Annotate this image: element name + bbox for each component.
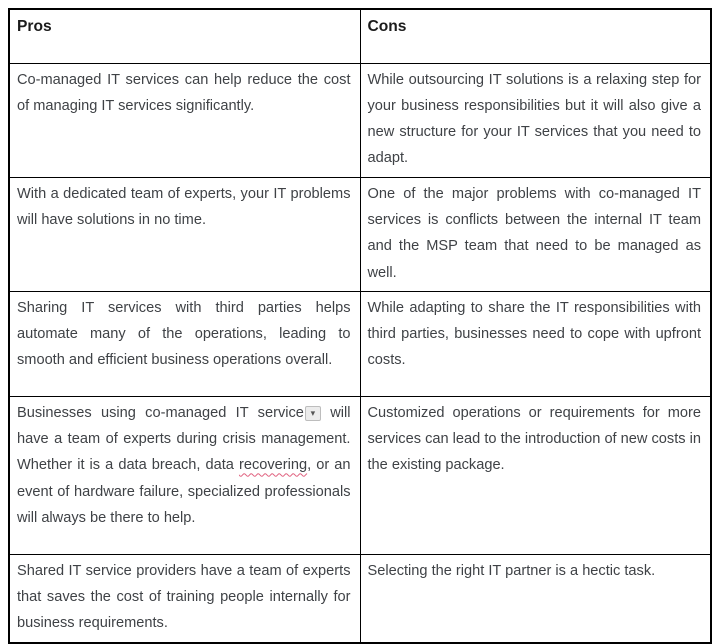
pros-cell: Sharing IT services with third parties helps automate many of the operations, leading to smooth and efficient business operations overall. — [9, 291, 360, 396]
pros-cell: With a dedicated team of experts, your IT problems will have solutions in no time. — [9, 177, 360, 291]
autocorrect-options-dropdown-icon[interactable]: ▾ — [305, 406, 321, 421]
pros-text-after-icon: will have a team of experts during crisis management. Whether it is a data breach, data — [17, 404, 351, 474]
header-cell-pros: Pros — [9, 9, 360, 63]
header-cell-cons: Cons — [360, 9, 711, 63]
pros-cell: Co-managed IT services can help reduce the cost of managing IT services significantly. — [9, 63, 360, 177]
table-row — [9, 177, 711, 291]
header-row — [9, 9, 711, 63]
pros-cons-table — [8, 8, 712, 644]
pros-cell — [9, 396, 360, 554]
cons-cell: Selecting the right IT partner is a hectic task. — [360, 554, 711, 642]
table-row — [9, 63, 711, 177]
misspelled-word: recovering — [238, 457, 308, 474]
table-row — [9, 291, 711, 396]
cons-cell: While outsourcing IT solutions is a relaxing step for your business responsibilities but it will also give a new structure for your IT services that you need to adapt. — [360, 63, 711, 177]
table-row — [9, 554, 711, 642]
cons-cell: Customized operations or requirements for more services can lead to the introduction of new costs in the existing package. — [360, 396, 711, 554]
pros-text-before-icon: Businesses using co-managed IT service — [17, 404, 304, 421]
cons-cell: One of the major problems with co-managed IT services is conflicts between the internal IT team and the MSP team that need to be managed as well. — [360, 177, 711, 291]
cons-cell: While adapting to share the IT responsibilities with third parties, businesses need to cope with upfront costs. — [360, 291, 711, 396]
table-row — [9, 396, 711, 554]
pros-text-tail: , or an event of hardware failure, specialized professionals will always be there to help. — [17, 457, 351, 527]
pros-cell: Shared IT service providers have a team of experts that saves the cost of training people internally for business requirements. — [9, 554, 360, 642]
